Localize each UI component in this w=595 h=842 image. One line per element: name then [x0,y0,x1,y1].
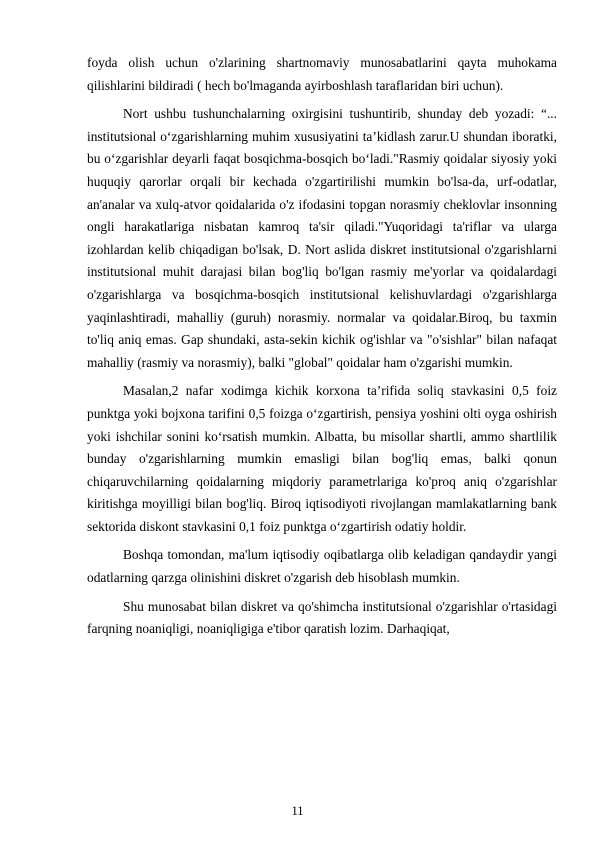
paragraph-3: Masalan,2 nafar xodimga kichik korxona ta’rifida soliq stavkasini 0,5 foiz punktga yoki bojxona tarifini 0,5 foizga o‘zgartirish, pensiya yoshini olti oyga oshirish yoki ishchilar sonini ko‘rsatish mumkin. Albatta, bu misollar shartli, ammo shartlilik bunday o'zgarishlarning mumkin emasligi bilan bog'liq emas, balki qonun chiqaruvchilarning qoidalarning miqdoriy parametrlariga ko'proq aniq o'zgarishlar kiritishga moyilligi bilan bog'liq. Biroq iqtisodiyoti rivojlangan mamlakatlarning bank sektorida diskont stavkasini 0,1 foiz punktga o‘zgartirish odatiy holdir. [87,383,557,534]
paragraph-2: Nort ushbu tushunchalarning oxirgisini tushuntirib, shunday deb yozadi: “... institutsional o‘zgarishlarning muhim xususiyatini ta’kidlash zarur.U shundan iboratki, bu o‘zgarishlar deyarli faqat bosqichma-bosqich bo‘ladi."Rasmiy qoidalar siyosiy yoki huquqiy qarorlar orqali bir kechada o'zgartirilishi mumkin bo'lsa-da, urf-odatlar, an'analar va xulq-atvor qoidalarida o'z ifodasini topgan norasmiy cheklovlar insonning ongli harakatlariga nisbatan kamroq ta'sir qiladi."Yuqoridagi ta'riflar va ularga izohlardan kelib chiqadigan bo'lsak, D. Nort aslida diskret institutsional o'zgarishlarni institutsional muhit darajasi bilan bog'liq bo'lgan rasmiy me'yorlar va qoidalardagi o'zgarishlarga va bosqichma-bosqich institutsional kelishuvlardagi o'zgarishlarga yaqinlashtiradi, mahalliy (guruh) norasmiy. normalar va qoidalar.Biroq, bu taxmin to'liq aniq emas. Gap shundaki, asta-sekin kichik og'ishlar va "o'sishlar" bilan nafaqat mahalliy (rasmiy va norasmiy), balki "global" qoidalar ham o'zgarishi mumkin. [87,106,557,370]
paragraph-1: foyda olish uchun o'zlarining shartnomaviy munosabatlarini qayta muhokama qilishlarini bildiradi ( hech bo'lmaganda ayirboshlash taraflaridan biri uchun). [87,55,557,93]
page-number: 11 [291,804,304,818]
paragraph-4: Boshqa tomondan, ma'lum iqtisodiy oqibatlarga olib keladigan qandaydir yangi odatlarning qarzga olinishini diskret o'zgarish deb hisoblash mumkin. [87,547,557,586]
paragraph-5: Shu munosabat bilan diskret va qo'shimcha institutsional o'zgarishlar o'rtasidagi farqning noaniqligi, noaniqligiga e'tibor qaratish lozim. Darhaqiqat, [87,598,557,637]
body-text [87,52,557,647]
